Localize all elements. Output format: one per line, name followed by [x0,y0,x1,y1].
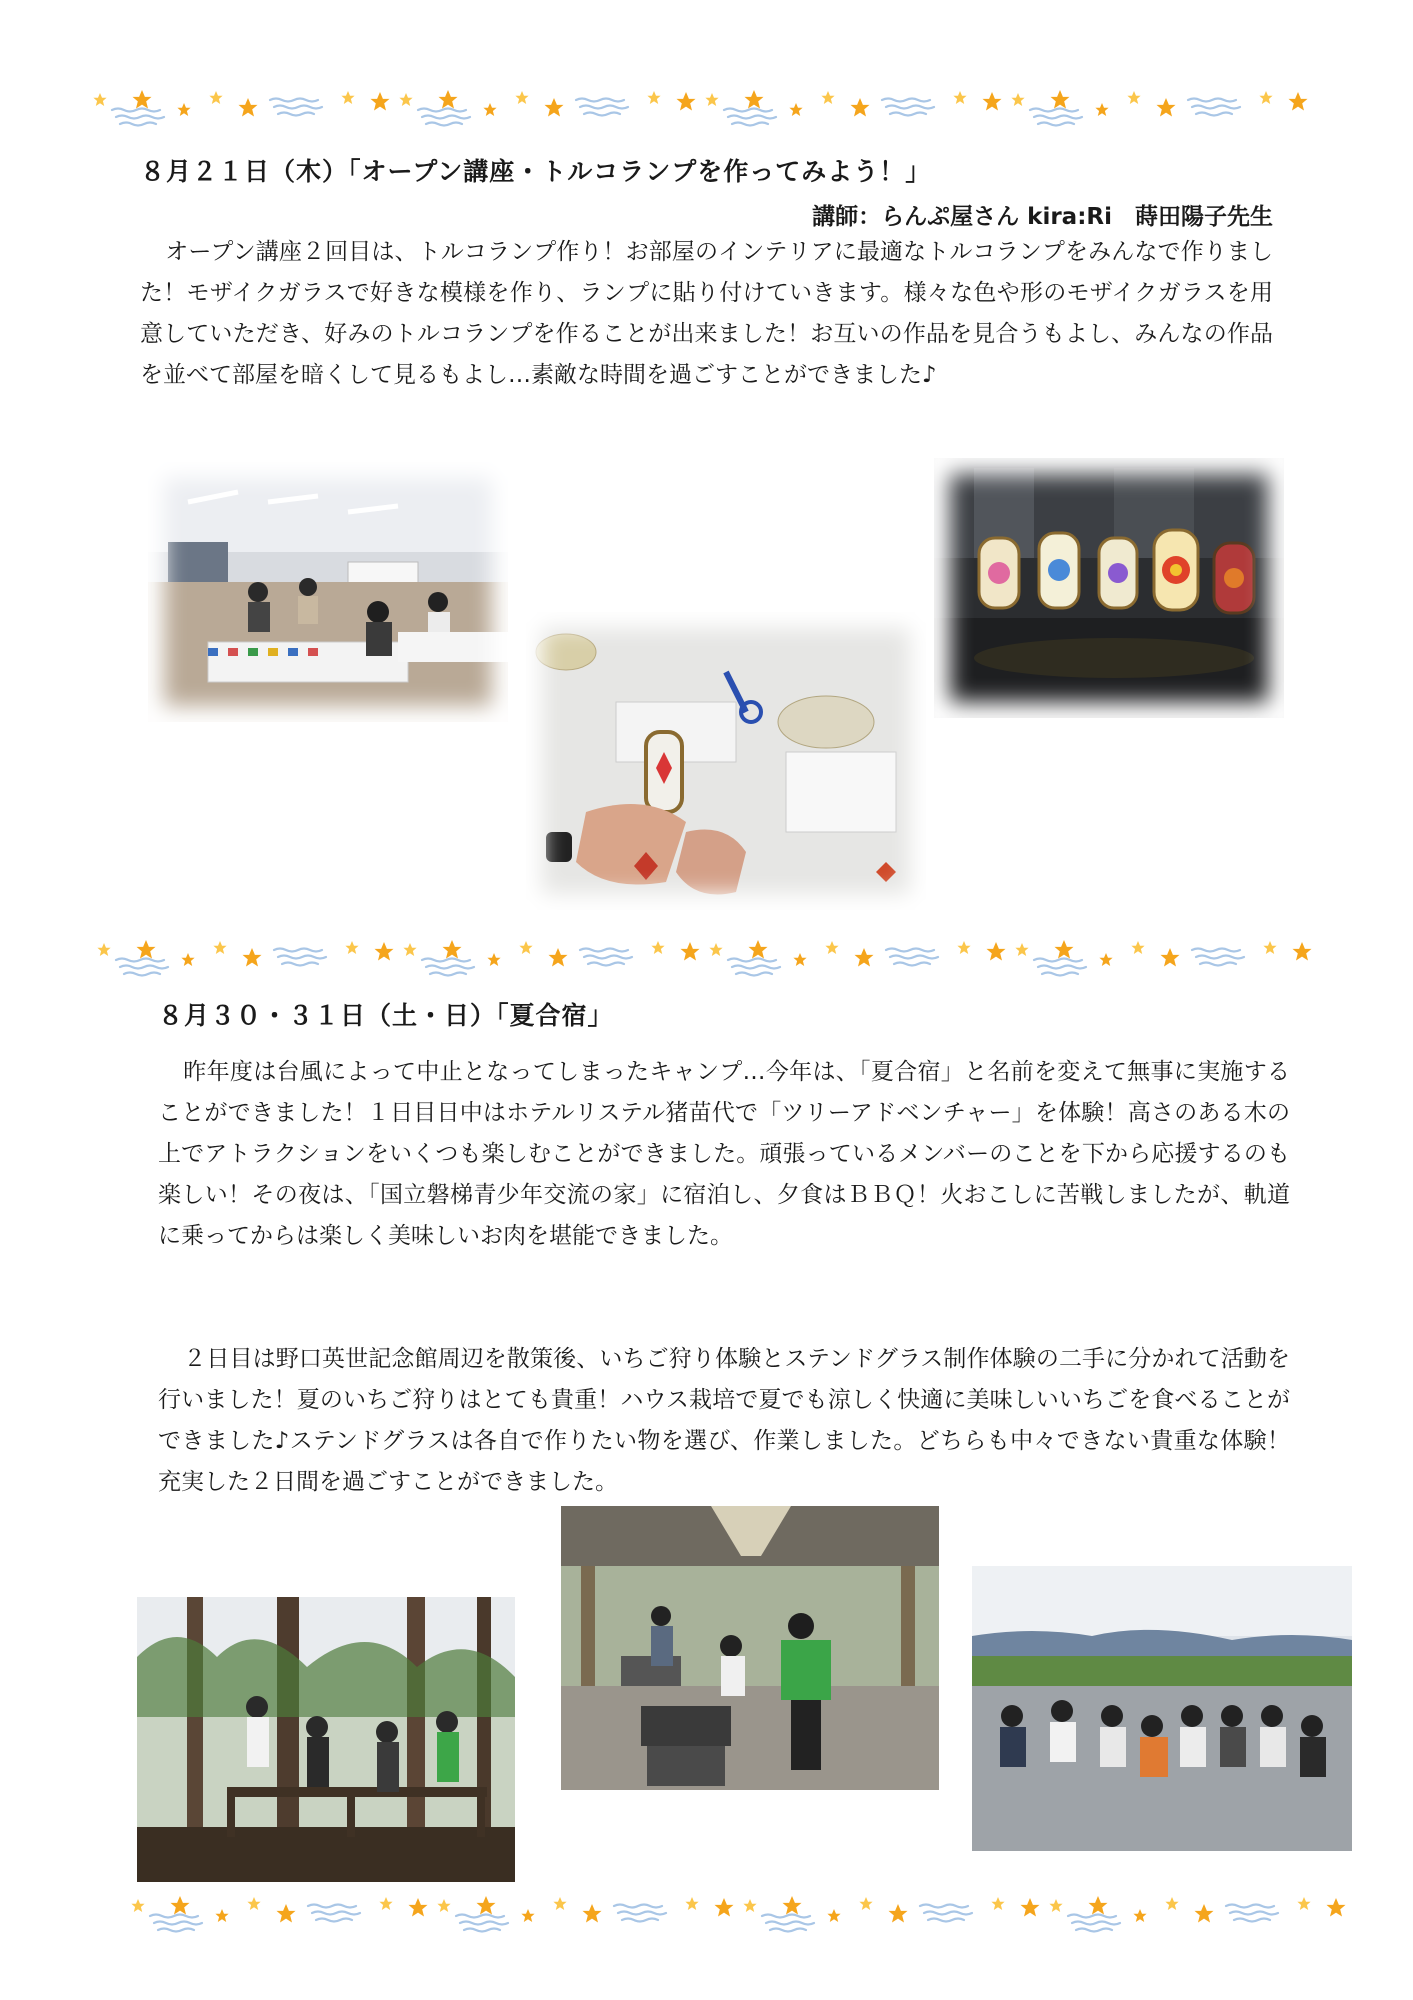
star-border-top [92,86,1332,130]
lamp-making-photo [526,612,926,910]
tree-adventure-photo [137,1597,515,1882]
lamps-display-photo [934,458,1284,718]
section1-instructor: 講師：らんぷ屋さん kira:Ri 蒔田陽子先生 [812,204,1273,230]
section2-body-day2: ２日目は野口英世記念館周辺を散策後、いちご狩り体験とステンドグラス制作体験の二手に分かれて活動を行いました！夏のいちご狩りはとても貴重！ハウス栽培で夏でも涼しく快適に美味しいいちごを食べることができました♪ステンドグラスは各自で作りたい物を選び、作業しました。どちらも中々できない貴重な体験！充実した２日間を過ごすことができました。 [158,1346,1290,1495]
section2-body-day1: 昨年度は台風によって中止となってしまったキャンプ…今年は、「夏合宿」と名前を変えて無事に実施することができました！１日目日中はホテルリステル猪苗代で「ツリーアドベンチャー」を体験！高さのある木の上でアトラクションをいくつも楽しむことができました。頑張っているメンバーのことを下から応援するのも楽しい！その夜は、「国立磐梯青少年交流の家」に宿泊し、夕食はＢＢＱ！火おこしに苦戦しましたが、軌道に乗ってからは楽しく美味しいお肉を堪能できました。 [158,1059,1290,1249]
section1-title: ８月２１日（木）「オープン講座・トルコランプを作ってみよう！」 [140,157,932,186]
bbq-photo [561,1506,939,1790]
section1-body: オープン講座２回目は、トルコランプ作り！お部屋のインテリアに最適なトルコランプをみんなで作りました！モザイクガラスで好きな模様を作り、ランプに貼り付けていきます。様々な色や形のモザイクガラスを用意していただき、好みのトルコランプを作ることが出来ました！お互いの作品を見合うもよし、みんなの作品を並べて部屋を暗くして見るもよし…素敵な時間を過ごすことができました♪ [140,239,1273,388]
classroom-photo [148,462,508,722]
star-border-middle [96,936,1336,980]
section2-title: ８月３０・３１日（土・日）「夏合宿」 [158,1001,614,1030]
group-photo [972,1566,1352,1851]
star-border-bottom [130,1892,1370,1936]
